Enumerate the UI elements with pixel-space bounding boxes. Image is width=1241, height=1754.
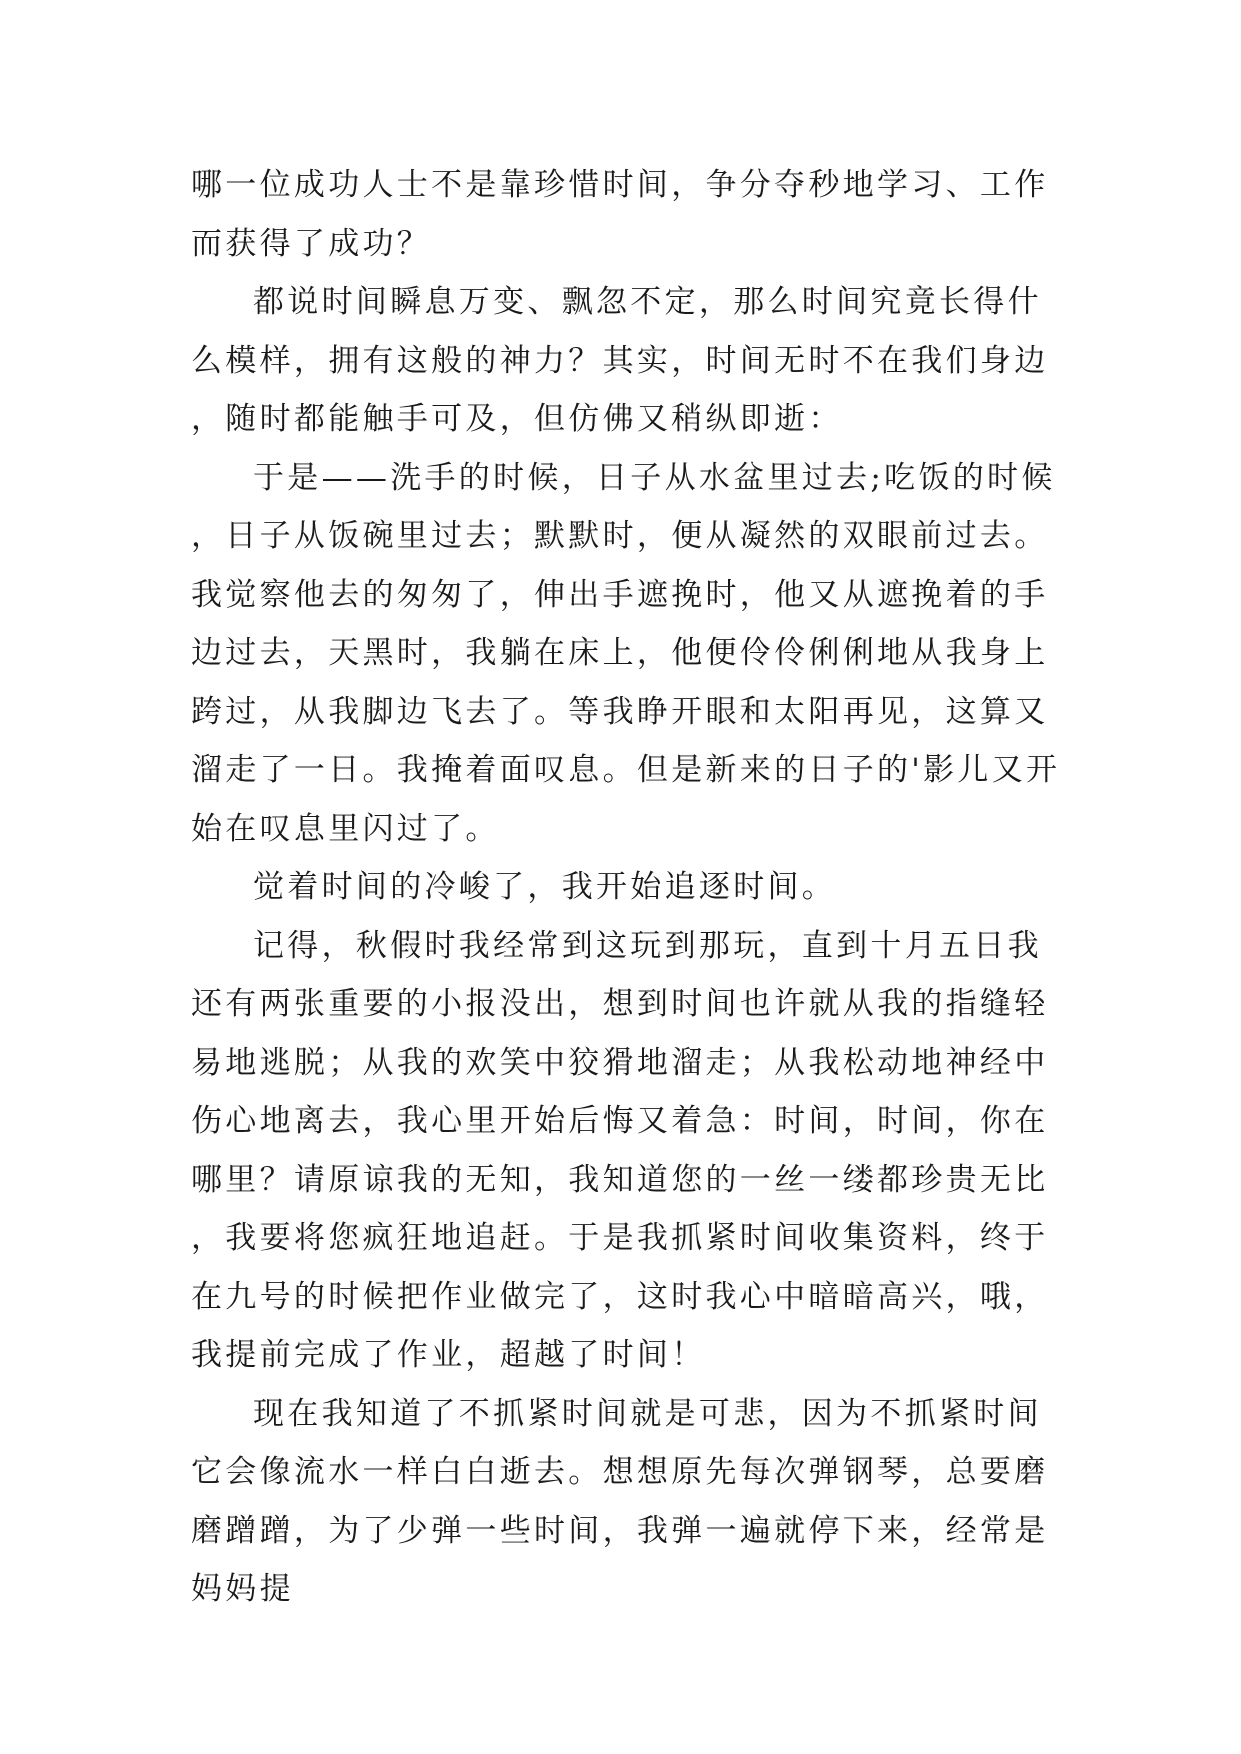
paragraph-5: 记得，秋假时我经常到这玩到那玩，直到十月五日我还有两张重要的小报没出，想到时间也许就从我的指缝轻易地逃脱；从我的欢笑中狡猾地溜走；从我松动地神经中伤心地离去，我心里开始后悔又着急：时间，时间，你在哪里？请原谅我的无知，我知道您的一丝一缕都珍贵无比，我要将您疯狂地追赶。于是我抓紧时间收集资料，终于在九号的时候把作业做完了，这时我心中暗暗高兴，哦，我提前完成了作业，超越了时间！ bbox=[191, 927, 1049, 1373]
paragraph-4: 觉着时间的冷峻了，我开始追逐时间。 bbox=[253, 869, 837, 905]
paragraph-3: 于是——洗手的时候，日子从水盆里过去;吃饭的时候，日子从饭碗里过去；默默时，便从凝然的双眼前过去。我觉察他去的匆匆了，伸出手遮挽时，他又从遮挽着的手边过去，天黑时，我躺在床上，他便伶伶俐俐地从我身上跨过，从我脚边飞去了。等我睁开眼和太阳再见，这算又溜走了一日。我掩着面叹息。但是新来的日子的'影儿又开始在叹息里闪过了。 bbox=[191, 459, 1061, 847]
paragraph-1: 哪一位成功人士不是靠珍惜时间，争分夺秒地学习、工作而获得了成功？ bbox=[191, 167, 1049, 262]
paragraph-6: 现在我知道了不抓紧时间就是可悲，因为不抓紧时间它会像流水一样白白逝去。想想原先每次弹钢琴，总要磨磨蹭蹭，为了少弹一些时间，我弹一遍就停下来，经常是妈妈提 bbox=[191, 1395, 1049, 1607]
paragraph-2: 都说时间瞬息万变、飘忽不定，那么时间究竟长得什么模样，拥有这般的神力？其实，时间无时不在我们身边，随时都能触手可及，但仿佛又稍纵即逝： bbox=[191, 284, 1049, 437]
article-body bbox=[191, 156, 1071, 1619]
